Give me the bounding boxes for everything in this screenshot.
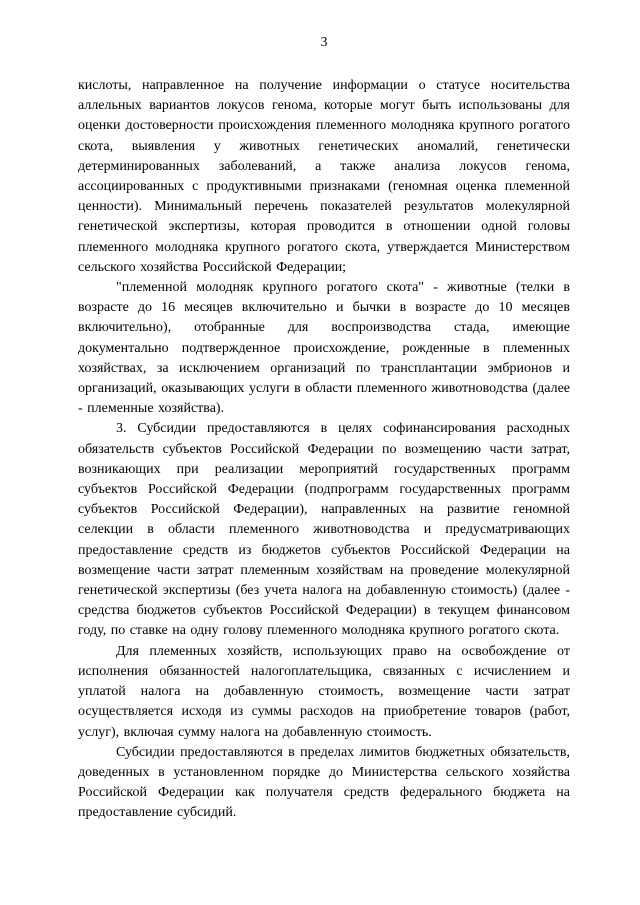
paragraph: "племенной молодняк крупного рогатого скота" - животные (телки в возрасте до 16 месяцев включительно и бычки в возрасте до 10 месяцев включительно), отобранные для воспроизводства стада, имеющие документально подтвержденное происхождение, рожденные в племенных хозяйствах, за исключением организаций по трансплантации эмбрионов и организаций, оказывающих услуги в области племенного животноводства (далее - племенные хозяйства).	[78, 280, 570, 417]
document-body	[78, 76, 570, 824]
paragraph: Для племенных хозяйств, использующих право на освобождение от исполнения обязанностей налогоплательщика, связанных с исчислением и уплатой налога на добавленную стоимость, возмещение части затрат осуществляется исходя из суммы расходов на приобретение товаров (работ, услуг), включая сумму налога на добавленную стоимость.	[78, 643, 570, 740]
paragraph: кислоты, направленное на получение информации о статусе носительства аллельных вариантов локусов генома, которые могут быть использованы для оценки достоверности происхождения племенного молодняка крупного рогатого скота, выявления у животных генетических аномалий, генетически детерминированных заболеваний, а также анализа локусов генома, ассоциированных с продуктивными признаками (геномная оценка племенной ценности). Минимальный перечень показателей результатов молекулярной генетической экспертизы, которая проводится в отношении одной головы племенного молодняка крупного рогатого скота, утверждается Министерством сельского хозяйства Российской Федерации;	[78, 78, 570, 275]
page-number: 3	[320, 35, 328, 50]
paragraph: 3. Субсидии предоставляются в целях софинансирования расходных обязательств субъектов Российской Федерации по возмещению части затрат, возникающих при реализации мероприятий государственных программ субъектов Российской Федерации (подпрограмм государственных программ субъектов Российской Федерации), направленных на развитие геномной селекции в области племенного животноводства и предусматривающих предоставление средств из бюджетов субъектов Российской Федерации на возмещение части затрат племенным хозяйствам на проведение молекулярной генетической экспертизы (без учета налога на добавленную стоимость) (далее - средства бюджетов субъектов Российской Федерации) в текущем финансовом году, по ставке на одну голову племенного молодняка крупного рогатого скота.	[78, 421, 570, 639]
paragraph: Субсидии предоставляются в пределах лимитов бюджетных обязательств, доведенных в установленном порядке до Министерства сельского хозяйства Российской Федерации как получателя средств федерального бюджета на предоставление субсидий.	[78, 744, 570, 821]
